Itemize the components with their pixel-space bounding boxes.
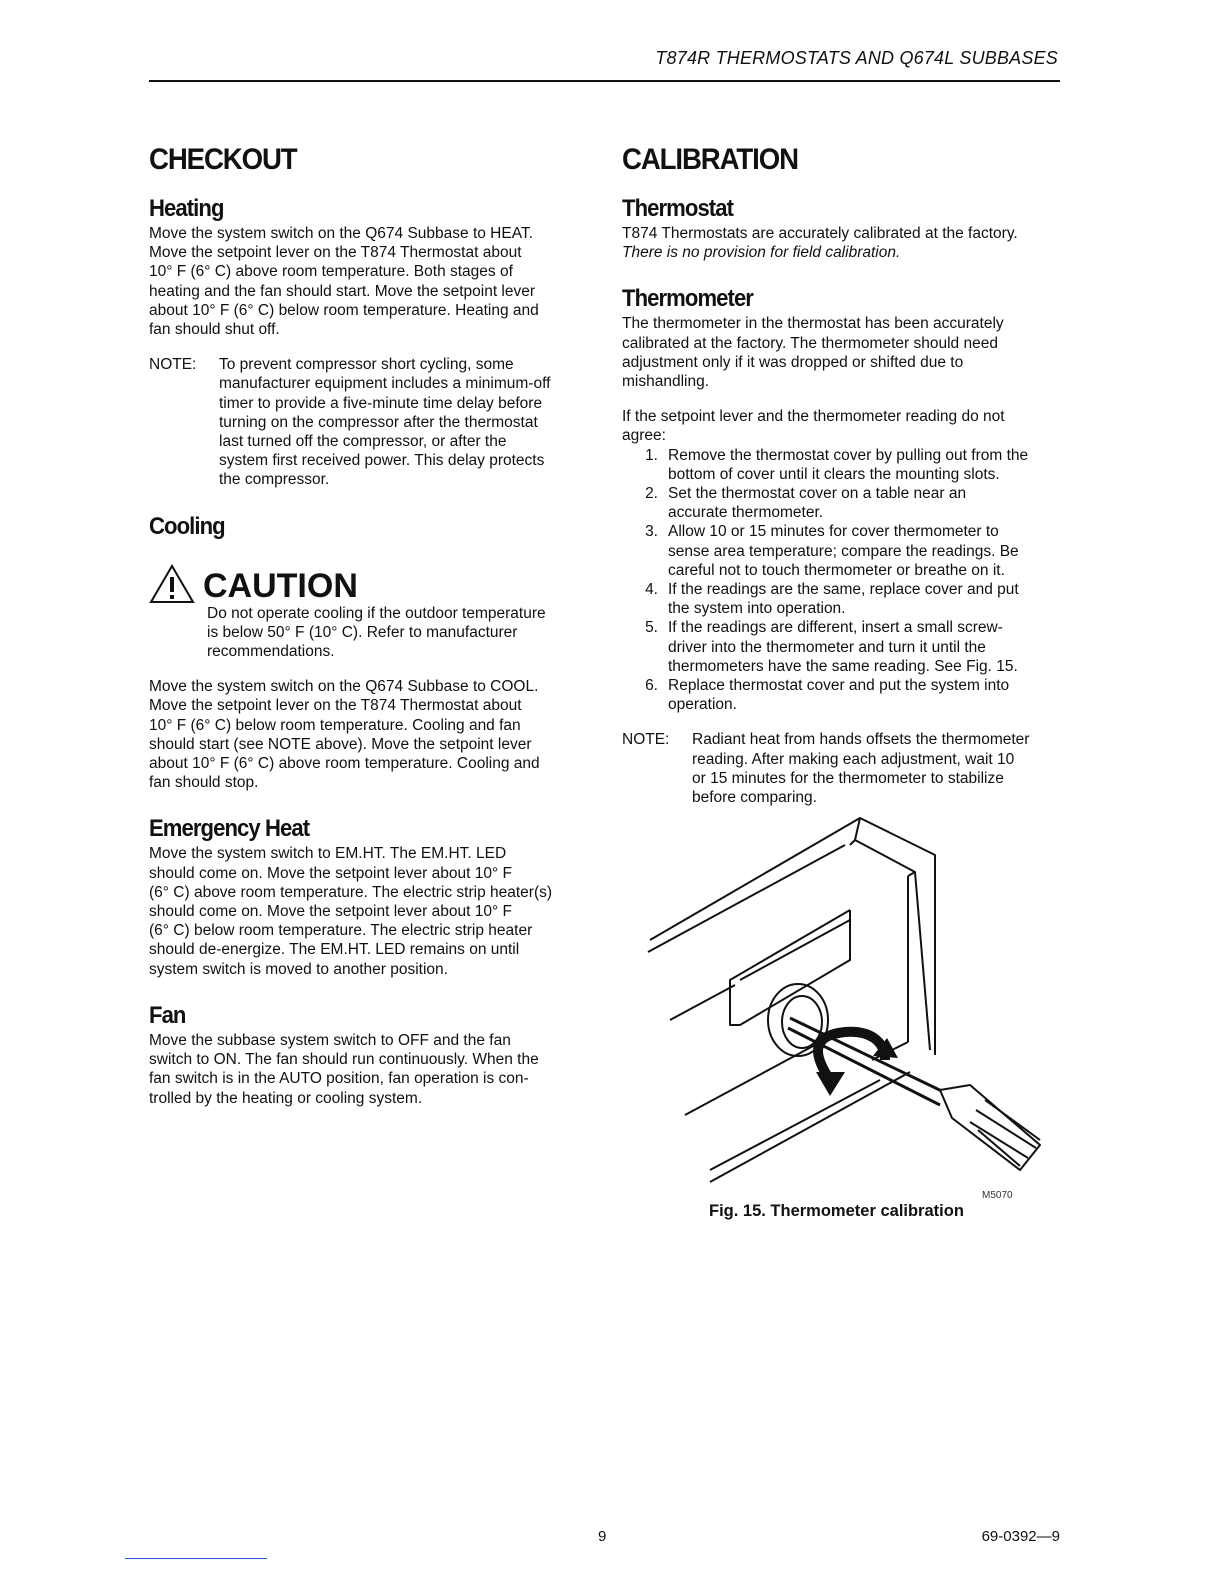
header-rule (149, 80, 1060, 82)
text-line: careful not to touch thermometer or breathe on it. (668, 561, 1005, 579)
text-line: about 10° F (6° C) below room temperature. Heating and (149, 301, 539, 319)
list-item (622, 446, 1064, 484)
spacer (622, 714, 1064, 730)
step-number: 3. (645, 523, 658, 541)
warning-triangle-icon (149, 564, 195, 604)
calibration-column (622, 140, 1064, 807)
running-header: T874R THERMOSTATS AND Q674L SUBBASES (655, 48, 1058, 68)
text-line: fan should stop. (149, 774, 259, 792)
step-number: 5. (645, 619, 658, 637)
no-field-calibration-note: There is no provision for field calibration. (622, 244, 901, 262)
text-line: recommendations. (207, 643, 335, 661)
text-line: should start (see NOTE above). Move the setpoint lever (149, 735, 532, 753)
checkout-column (149, 140, 591, 1108)
thermostat-text: T874 Thermostats are accurately calibrated at the factory. (622, 225, 1018, 242)
caution-word: CAUTION (203, 566, 358, 605)
list-item (622, 522, 1064, 580)
text-line: The thermometer in the thermostat has been accurately (622, 315, 1004, 333)
checkout-title: CHECKOUT (149, 143, 297, 176)
footer-link-underline (125, 1558, 267, 1559)
caution-box (149, 560, 591, 662)
spacer (622, 391, 1064, 407)
text-line: accurate thermometer. (668, 504, 824, 522)
text-line: Replace thermostat cover and put the system into (668, 677, 1010, 695)
heating-text (149, 224, 591, 339)
text-line: If the readings are the same, replace cover and put (668, 581, 1019, 599)
step-number: 4. (645, 581, 658, 599)
thermostat-title: Thermostat (622, 195, 734, 222)
heating-note (149, 355, 591, 489)
text-line: Move the setpoint lever on the T874 Thermostat about (149, 244, 522, 262)
text-line: the compressor. (219, 471, 330, 489)
caution-heading (149, 560, 591, 604)
text-line: adjustment only if it was dropped or shifted due to (622, 353, 964, 371)
document-number: 69-0392—9 (981, 1528, 1060, 1545)
text-line: system first received power. This delay protects (219, 452, 545, 470)
spacer (149, 792, 591, 814)
text-line: calibrated at the factory. The thermometer should need (622, 334, 998, 352)
text-line: about 10° F (6° C) above room temperature. Cooling and (149, 755, 540, 773)
text-line: Move the system switch to EM.HT. The EM.HT. LED (149, 845, 507, 863)
text-line: heating and the fan should start. Move the setpoint lever (149, 282, 536, 300)
text-line: manufacturer equipment includes a minimum-off (219, 375, 551, 393)
caution-text (207, 604, 591, 662)
figure-caption: Fig. 15. Thermometer calibration (709, 1202, 964, 1220)
list-item (622, 580, 1064, 618)
spacer (149, 339, 591, 355)
spacer (622, 262, 1064, 284)
figure-code: M5070 (982, 1190, 1013, 1201)
text-line: fan should shut off. (149, 321, 280, 339)
step-text (668, 522, 1019, 580)
text-line: (6° C) below room temperature. The electric strip heater (149, 922, 533, 940)
text-line: before comparing. (692, 789, 817, 807)
emergency-heat-text (149, 844, 591, 978)
step-text (668, 618, 1018, 676)
text-line: mishandling. (622, 373, 710, 391)
text-line: reading. After making each adjustment, wait 10 (692, 750, 1015, 768)
text-line: timer to provide a five-minute time delay before (219, 394, 543, 412)
text-line: the system into operation. (668, 600, 846, 618)
text-line: If the readings are different, insert a small screw- (668, 619, 1003, 637)
text-line: Remove the thermostat cover by pulling out from the (668, 446, 1029, 464)
thermometer-title: Thermometer (622, 285, 753, 313)
text-line: switch to ON. The fan should run continuously. When the (149, 1051, 539, 1069)
thermometer-text (622, 314, 1064, 391)
text-line: Do not operate cooling if the outdoor temperature (207, 604, 546, 622)
step-number: 6. (645, 677, 658, 695)
text-line: If the setpoint lever and the thermometer reading do not (622, 408, 1005, 426)
text-line: should come on. Move the setpoint lever about 10° F (149, 864, 512, 882)
text-line: turning on the compressor after the thermostat (219, 413, 538, 431)
calibration-title: CALIBRATION (622, 143, 798, 176)
spacer (149, 490, 591, 512)
step-text (668, 484, 966, 522)
fan-title: Fan (149, 1001, 186, 1029)
text-line: Move the subbase system switch to OFF and the fan (149, 1031, 511, 1049)
step-text (668, 580, 1019, 618)
text-line: is below 50° F (10° C). Refer to manufacturer (207, 623, 518, 641)
text-line: (6° C) above room temperature. The electric strip heater(s) (149, 883, 553, 901)
text-line: To prevent compressor short cycling, some (219, 356, 514, 374)
step-number: 1. (645, 446, 658, 464)
note-label: NOTE: (149, 356, 197, 374)
cooling-text (149, 677, 591, 792)
text-line: Set the thermostat cover on a table near an (668, 485, 967, 503)
step-text (668, 446, 1028, 484)
step-number: 2. (645, 485, 658, 503)
note-text (219, 355, 591, 489)
text-line: thermometers have the same reading. See Fig. 15. (668, 657, 1018, 675)
text-line: Move the setpoint lever on the T874 Thermostat about (149, 697, 522, 715)
text-line: 10° F (6° C) below room temperature. Cooling and fan (149, 716, 521, 734)
list-item (622, 618, 1064, 676)
list-item (622, 676, 1064, 714)
text-line: Radiant heat from hands offsets the thermometer (692, 731, 1030, 749)
text-line: fan switch is in the AUTO position, fan operation is con- (149, 1070, 529, 1088)
spacer (149, 979, 591, 1001)
text-line: Allow 10 or 15 minutes for cover thermometer to (668, 523, 999, 541)
text-line: should de-energize. The EM.HT. LED remains on until (149, 941, 520, 959)
thermometer-calibration-illustration (640, 810, 1060, 1210)
text-line: Move the system switch on the Q674 Subbase to HEAT. (149, 225, 533, 242)
text-line: bottom of cover until it clears the mounting slots. (668, 465, 1000, 483)
text-line: trolled by the heating or cooling system. (149, 1089, 423, 1107)
text-line: operation. (668, 696, 737, 714)
text-line: driver into the thermometer and turn it until the (668, 638, 986, 656)
list-item (622, 484, 1064, 522)
note-text (692, 730, 1064, 807)
page-number: 9 (598, 1528, 607, 1545)
emergency-heat-title: Emergency Heat (149, 815, 310, 843)
text-line: last turned off the compressor, or after the (219, 433, 507, 451)
calibration-note (622, 730, 1064, 807)
heating-title: Heating (149, 195, 224, 222)
cooling-title: Cooling (149, 512, 225, 540)
spacer (149, 661, 591, 677)
thermometer-intro (622, 407, 1064, 445)
text-line: system switch is moved to another position. (149, 960, 448, 978)
text-line: 10° F (6° C) above room temperature. Both stages of (149, 263, 513, 281)
text-line: sense area temperature; compare the readings. Be (668, 542, 1019, 560)
text-line: should come on. Move the setpoint lever about 10° F (149, 903, 512, 921)
step-text (668, 676, 1009, 714)
note-label: NOTE: (622, 731, 670, 749)
text-line: agree: (622, 427, 666, 445)
fan-text (149, 1031, 591, 1108)
text-line: or 15 minutes for the thermometer to stabilize (692, 769, 1004, 787)
calibration-steps (622, 446, 1064, 715)
text-line: Move the system switch on the Q674 Subbase to COOL. (149, 678, 539, 696)
